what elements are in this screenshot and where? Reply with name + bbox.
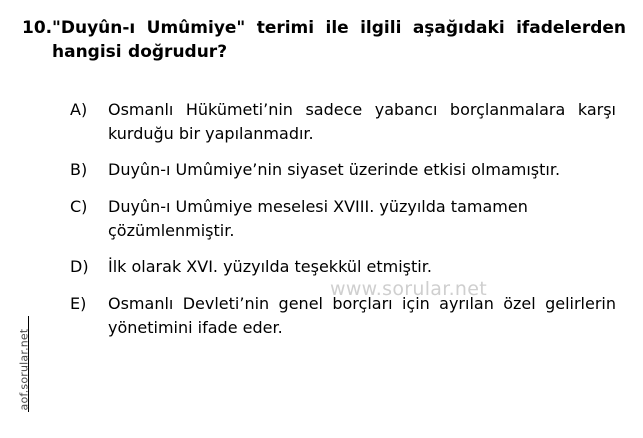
option-d-letter: D) [70,257,89,277]
option-a-letter: A) [70,100,88,119]
option-e-letter: E) [70,294,87,314]
option-d-text: İlk olarak XVI. yüzyılda teşekkül etmiştir. [108,257,432,277]
question-text: "Duyûn-ı Umûmiye" terimi ile ilgili aşağıdaki ifadelerden hangisi doğrudur? [52,18,626,63]
option-d[interactable] [70,255,616,279]
option-b-text: Duyûn-ı Umûmiye’nin siyaset üzerinde etkisi olmamıştır. [108,160,561,180]
question-number: 10. [22,18,53,38]
question-block [22,16,626,64]
option-e-text: Osmanlı Devleti’nin genel borçları için ayrılan özel gelirlerin yönetimini ifade eder. [108,294,616,337]
option-c[interactable] [70,195,616,242]
option-a-text: Osmanlı Hükümeti’nin sadece yabancı borçlanmalara karşı kurduğu bir yapılanmadır. [108,100,616,143]
watermark-left-text: aof.sorular.net [17,328,31,411]
option-a[interactable] [70,98,616,145]
option-b-letter: B) [70,160,88,180]
option-c-letter: C) [70,197,88,217]
option-c-text: Duyûn-ı Umûmiye meselesi XVIII. yüzyılda tamamen çözümlenmiştir. [108,197,528,240]
left-watermark-strip [0,0,46,438]
options-list [70,98,616,352]
option-e[interactable] [70,292,616,339]
watermark-center-text: www.sorular.net [330,278,488,300]
option-b[interactable] [70,158,616,182]
